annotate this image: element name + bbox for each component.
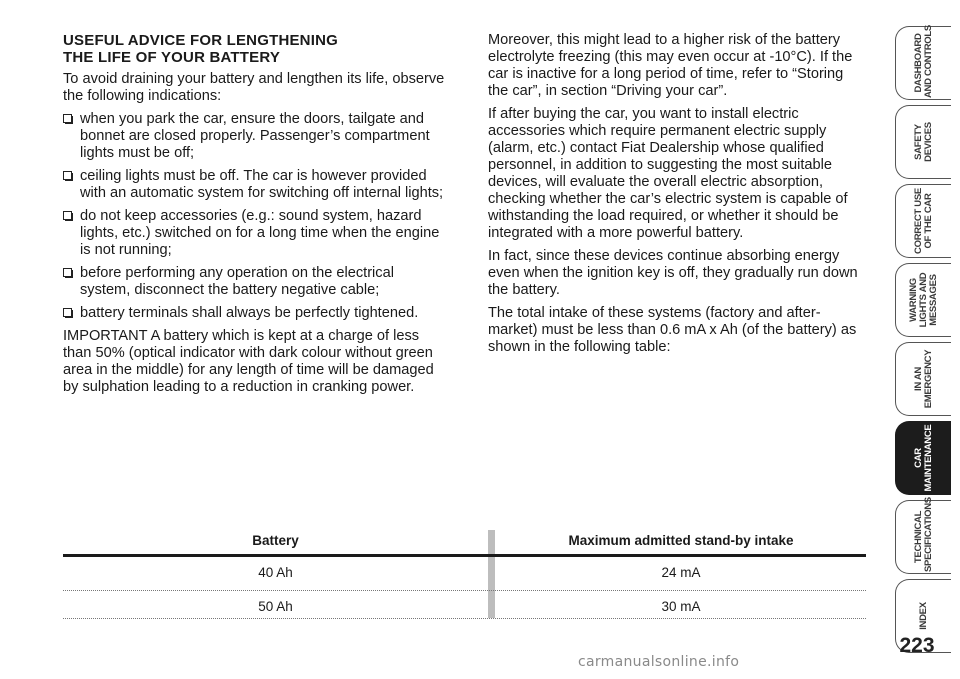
list-item bbox=[63, 305, 445, 322]
tab-label-line: SPECIFICATIONS bbox=[922, 497, 934, 572]
section-title-line-1: USEFUL ADVICE FOR LENGTHENING bbox=[63, 32, 338, 49]
list-item bbox=[63, 208, 445, 259]
table-header bbox=[63, 530, 866, 554]
tab-label bbox=[912, 497, 934, 572]
paragraph-drain: In fact, since these devices continue absorbing energy even when the ignition key is off, they gradually run down the battery. bbox=[488, 248, 858, 298]
section-title bbox=[63, 32, 445, 66]
tab-label bbox=[912, 25, 934, 98]
list-item-text: battery terminals shall always be perfectly tightened. bbox=[80, 305, 419, 321]
tab-label-line: TECHNICAL bbox=[912, 510, 924, 564]
table-row bbox=[63, 591, 866, 619]
page-number: 223 bbox=[899, 634, 935, 657]
list-item bbox=[63, 168, 445, 202]
tab-label-line: DASHBOARD bbox=[912, 33, 924, 93]
left-column bbox=[63, 32, 445, 402]
cell-intake: 30 mA bbox=[661, 599, 701, 614]
row-divider bbox=[63, 618, 866, 619]
list-item-text: do not keep accessories (e.g.: sound system, hazard lights, etc.) switched on for a long time when the engine is not running; bbox=[80, 208, 440, 258]
list-item-text: before performing any operation on the electrical system, disconnect the battery negative cable; bbox=[80, 265, 394, 298]
watermark: carmanualsonline.info bbox=[578, 654, 740, 670]
checkbox-bullet-icon bbox=[63, 268, 72, 277]
advice-list bbox=[63, 111, 445, 322]
tab-label-line: INDEX bbox=[917, 602, 929, 630]
tab-label bbox=[909, 265, 939, 335]
tab-correct-use[interactable] bbox=[895, 184, 951, 258]
list-item bbox=[63, 265, 445, 299]
right-column bbox=[488, 32, 866, 362]
paragraph-freezing: Moreover, this might lead to a higher risk of the battery electrolyte freezing (this may even occur at -10°C). If the car is inactive for a long period of time, refer to “Storing the car”, in section “Driving your car”. bbox=[488, 32, 853, 99]
list-item bbox=[63, 111, 445, 162]
tab-label-line: MESSAGES bbox=[927, 274, 939, 326]
paragraph-accessories: If after buying the car, you want to install electric accessories which require permanent electric supply (alarm, etc.) contact Fiat Dealership whose qualified personnel, in addition to suggesting the most suitable devices, will evaluate the overall electric absorption, checking whether the car’s electric system is capable of withstanding the load required, or whether it should be integrated with a more powerful battery. bbox=[488, 106, 848, 241]
cell-battery: 40 Ah bbox=[258, 565, 293, 580]
tab-car-maintenance[interactable] bbox=[895, 421, 951, 495]
checkbox-bullet-icon bbox=[63, 171, 72, 180]
list-item-text: ceiling lights must be off. The car is however provided with an automatic system for switching off internal lights; bbox=[80, 168, 444, 201]
header-max-intake: Maximum admitted stand-by intake bbox=[568, 533, 794, 548]
tab-safety-devices[interactable] bbox=[895, 105, 951, 179]
cell-intake: 24 mA bbox=[661, 565, 701, 580]
intro-paragraph: To avoid draining your battery and lengthen its life, observe the following indications: bbox=[63, 71, 445, 104]
tab-label bbox=[914, 423, 934, 493]
tab-label-line: CAR bbox=[912, 448, 924, 468]
table-row bbox=[63, 557, 866, 585]
cell-battery: 50 Ah bbox=[258, 599, 293, 614]
paragraph-intake: The total intake of these systems (factory and after-market) must be less than 0.6 mA x Ah (of the battery) as shown in the following table: bbox=[488, 305, 857, 355]
tab-label-line: SAFETY bbox=[912, 124, 924, 160]
tab-warning-lights[interactable] bbox=[895, 263, 951, 337]
checkbox-bullet-icon bbox=[63, 114, 72, 123]
tab-label bbox=[914, 186, 934, 256]
list-item-text: when you park the car, ensure the doors, tailgate and bonnet are closed properly. Passenger’s compartment lights must be off; bbox=[80, 111, 430, 161]
tab-label-line: CORRECT USE bbox=[912, 188, 924, 254]
checkbox-bullet-icon bbox=[63, 308, 72, 317]
important-note: IMPORTANT A battery which is kept at a charge of less than 50% (optical indicator with dark colour without green area in the middle) for any length of time will be damaged by sulphation leading to a reduction in cranking power. bbox=[63, 328, 434, 395]
tab-technical-specifications[interactable] bbox=[895, 497, 951, 574]
tab-label-line: IN AN bbox=[912, 367, 924, 392]
tab-label-line: MAINTENANCE bbox=[922, 424, 934, 492]
tab-label-line: OF THE CAR bbox=[922, 193, 934, 249]
tab-label bbox=[914, 344, 934, 414]
tab-label-line: AND CONTROLS bbox=[922, 25, 934, 98]
header-battery: Battery bbox=[252, 533, 299, 548]
tab-label bbox=[914, 107, 934, 177]
tab-label-line: WARNING bbox=[907, 278, 919, 322]
standby-intake-table bbox=[63, 530, 866, 614]
section-title-line-2: THE LIFE OF YOUR BATTERY bbox=[63, 49, 281, 66]
tab-in-an-emergency[interactable] bbox=[895, 342, 951, 416]
checkbox-bullet-icon bbox=[63, 211, 72, 220]
tab-dashboard-and-controls[interactable] bbox=[895, 26, 951, 100]
tab-label-line: DEVICES bbox=[922, 122, 934, 162]
tab-label-line: EMERGENCY bbox=[922, 349, 934, 409]
tab-label-line: LIGHTS AND bbox=[917, 272, 929, 328]
